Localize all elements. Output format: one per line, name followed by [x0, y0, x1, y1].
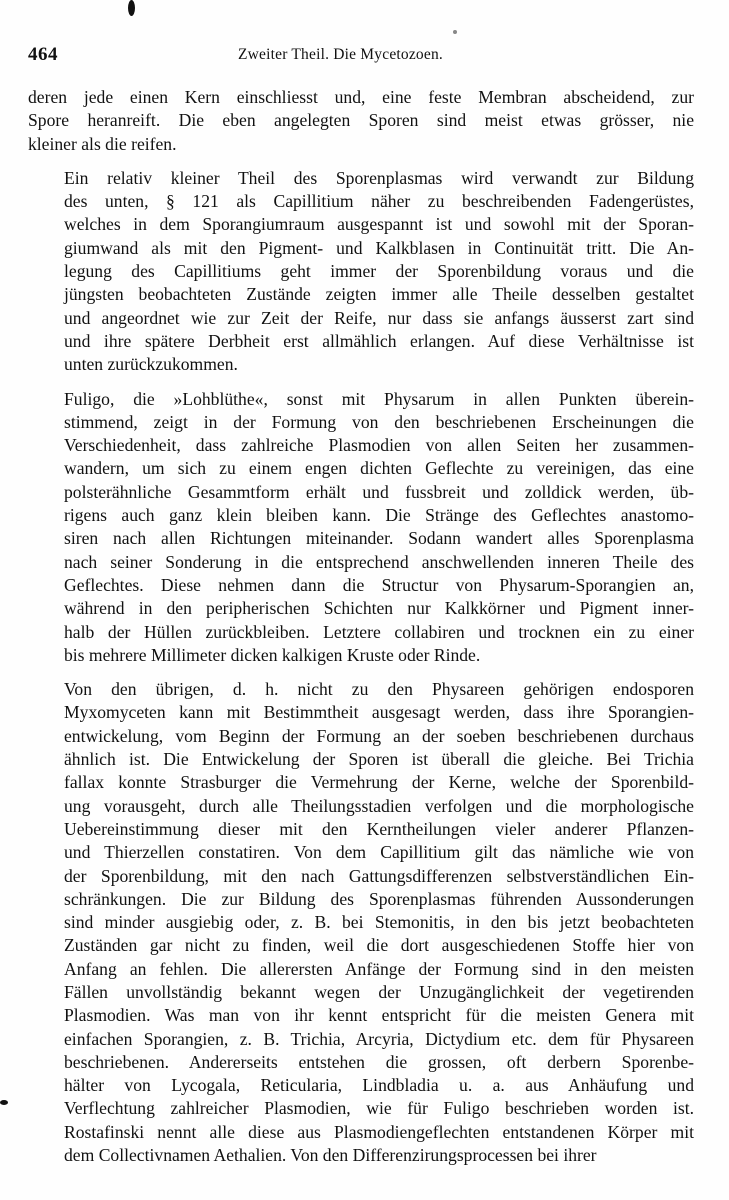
page-number: 464: [28, 44, 58, 65]
text-line: ung vorausgeht, durch alle Theilungsstadien verfolgen und die morphologische: [64, 795, 694, 816]
text-line: dem Collectivnamen Aethalien. Von den Differenzirungsprocessen bei ihrer: [64, 1145, 597, 1166]
text-line: Rostafinski nennt alle diese aus Plasmodiengeflechten entstandenen Körper mit: [64, 1121, 694, 1142]
text-line: ähnlich ist. Die Entwickelung der Sporen ist überall die gleiche. Bei Trichia: [64, 749, 694, 770]
text-line: Fällen unvollständig bekannt wegen der Unzugänglichkeit der vegetirenden: [64, 981, 694, 1002]
text-line: Zuständen gar nicht zu finden, weil die dort ausgeschiedenen Stoffe hier von: [64, 935, 694, 956]
paragraph: [28, 678, 694, 1167]
text-line: stimmend, zeigt in der Formung von den beschriebenen Erscheinungen die: [64, 411, 694, 432]
text-line: giumwand als mit den Pigment- und Kalkblasen in Continuität tritt. Die An-: [64, 237, 694, 258]
text-line: und ihre spätere Derbheit erst allmählich erlangen. Auf diese Verhältnisse ist: [64, 330, 694, 351]
text-line: Ein relativ kleiner Theil des Sporenplasmas wird verwandt zur Bildung: [64, 167, 694, 188]
text-line: jüngsten beobachteten Zustände zeigten immer alle Theile desselben gestaltet: [64, 284, 694, 305]
text-line: und angeordnet wie zur Zeit der Reife, nur dass sie anfangs äusserst zart sind: [64, 307, 694, 328]
paragraph: [28, 86, 694, 156]
page-header: [28, 44, 700, 68]
text-line: fallax konnte Strasburger die Vermehrung der Kerne, welche der Sporenbild-: [64, 772, 694, 793]
text-line: Verschiedenheit, dass zahlreiche Plasmodien von allen Seiten her zusammen-: [64, 435, 694, 456]
paragraph: [28, 388, 694, 668]
ink-speck: [128, 0, 135, 16]
text-line: unten zurückzukommen.: [64, 354, 238, 375]
text-line: während in den peripherischen Schichten nur Kalkkörner und Pigment inner-: [64, 598, 694, 619]
text-line: Geflechtes. Diese nehmen dann die Structur von Physarum-Sporangien an,: [64, 574, 694, 595]
text-line: Myxomyceten kann mit Bestimmtheit ausgesagt werden, dass ihre Sporangien-: [64, 702, 694, 723]
text-line: welches in dem Sporangiumraum ausgespannt ist und sowohl mit der Sporan-: [64, 214, 694, 235]
ink-speck: [453, 30, 457, 34]
text-line: des unten, § 121 als Capillitium näher zu beschreibenden Fadengerüstes,: [64, 191, 694, 212]
text-line: der Sporenbildung, mit den nach Gattungsdifferenzen selbstverständlichen Ein-: [64, 865, 694, 886]
text-line: kleiner als die reifen.: [28, 133, 177, 154]
text-line: siren nach allen Richtungen miteinander. Sodann wandert alles Sporenplasma: [64, 528, 694, 549]
text-line: Uebereinstimmung dieser mit den Kerntheilungen vieler anderer Pflanzen-: [64, 818, 694, 839]
text-line: Anfang an fehlen. Die allerersten Anfänge der Formung sind in den meisten: [64, 958, 694, 979]
text-line: Von den übrigen, d. h. nicht zu den Physareen gehörigen endosporen: [64, 679, 694, 700]
text-line: deren jede einen Kern einschliesst und, eine feste Membran abscheidend, zur: [28, 87, 694, 107]
text-line: nach seiner Sonderung in die entsprechend anschwellenden inneren Theile des: [64, 551, 694, 572]
text-line: wandern, um sich zu einem engen dichten Geflechte zu vereinigen, das eine: [64, 458, 694, 479]
paragraph: [28, 167, 694, 377]
text-line: Fuligo, die »Lohblüthe«, sonst mit Physarum in allen Punkten überein-: [64, 388, 694, 409]
body-text: [28, 86, 694, 1167]
text-line: bis mehrere Millimeter dicken kalkigen Kruste oder Rinde.: [64, 644, 481, 665]
text-line: halb der Hüllen zurückbleiben. Letztere collabiren und trocknen ein zu einer: [64, 621, 694, 642]
running-title: Zweiter Theil. Die Mycetozoen.: [238, 46, 443, 63]
text-line: Verflechtung zahlreicher Plasmodien, wie für Fuligo beschrieben worden ist.: [64, 1098, 694, 1119]
ink-speck: [0, 1100, 8, 1105]
text-line: einfachen Sporangien, z. B. Trichia, Arcyria, Dictydium etc. dem für Physareen: [64, 1028, 694, 1049]
text-line: Plasmodien. Was man von ihr kennt entspricht für die meisten Genera mit: [64, 1005, 694, 1026]
text-line: hälter von Lycogala, Reticularia, Lindbladia u. a. aus Anhäufung und: [64, 1075, 694, 1096]
text-line: schränkungen. Die zur Bildung des Sporenplasmas führenden Aussonderungen: [64, 888, 694, 909]
text-line: entwickelung, vom Beginn der Formung an der soeben beschriebenen durchaus: [64, 725, 694, 746]
text-line: Spore heranreift. Die eben angelegten Sporen sind meist etwas grösser, nie: [28, 110, 694, 131]
text-line: beschriebenen. Andererseits entstehen die grossen, oft derbern Sporenbe-: [64, 1051, 694, 1072]
text-line: legung des Capillitiums geht immer der Sporenbildung voraus und die: [64, 261, 694, 282]
text-line: und Thierzellen constatiren. Von dem Capillitium gilt das nämliche wie von: [64, 842, 694, 863]
text-line: rigens auch ganz klein bleiben kann. Die Stränge des Geflechtes anastomo-: [64, 505, 694, 526]
text-line: polsterähnliche Gesammtform erhält und fussbreit und zolldick werden, üb-: [64, 481, 694, 502]
text-line: sind minder ausgiebig oder, z. B. bei Stemonitis, in den bis jetzt beobachteten: [64, 912, 694, 933]
